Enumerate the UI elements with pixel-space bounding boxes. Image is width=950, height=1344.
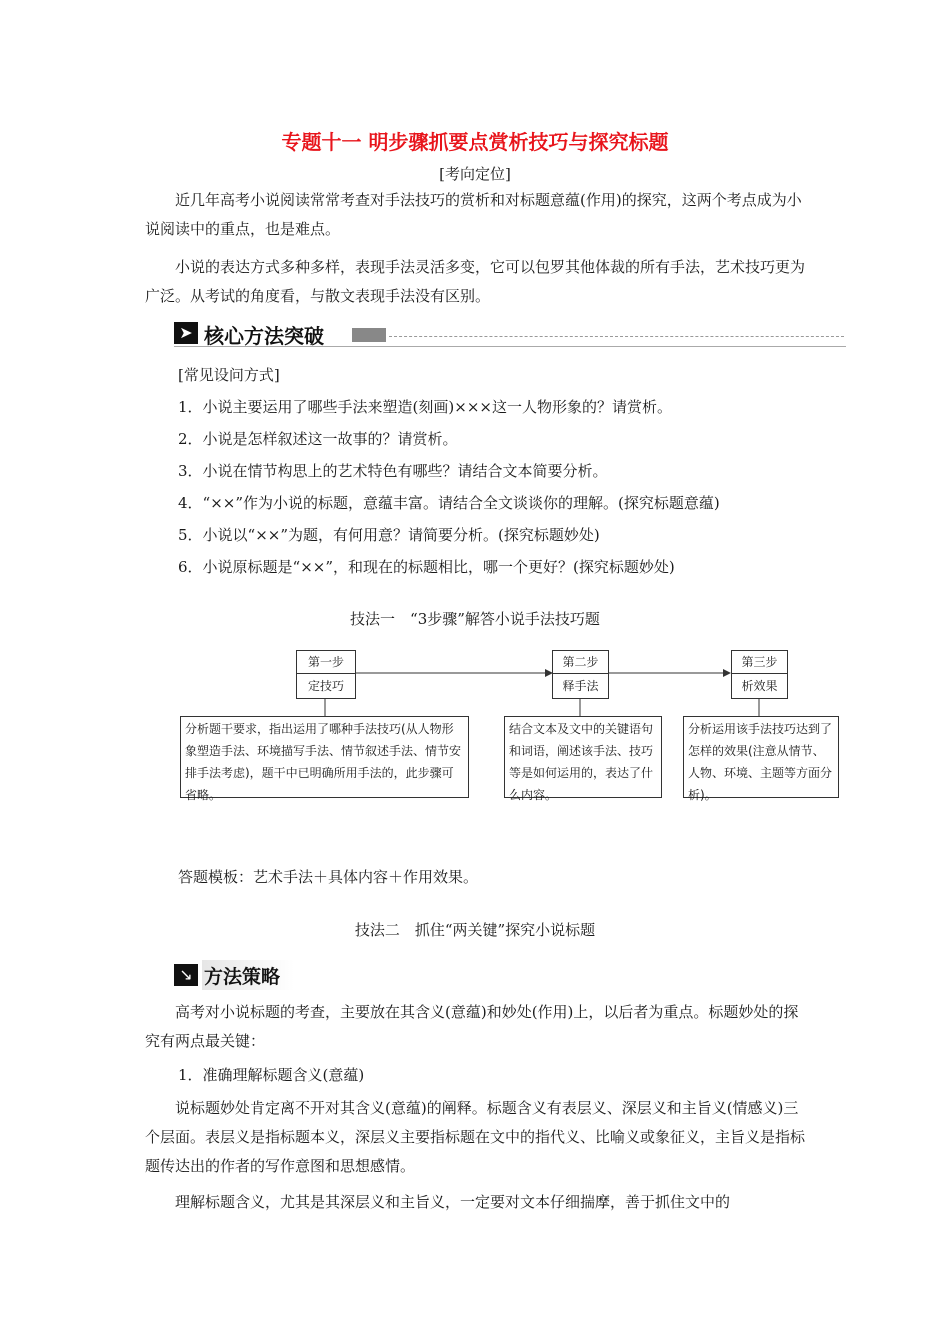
step-box-3 xyxy=(731,650,788,699)
step-number: 第一步 xyxy=(297,651,355,674)
section-orientation: [考向定位] xyxy=(439,165,511,183)
arrow-right-icon: ➤ xyxy=(174,322,198,344)
step-name: 释手法 xyxy=(562,679,599,693)
question-item: 5．小说以“××”为题，有何用意？请简要分析。(探究标题妙处) xyxy=(178,526,600,544)
strategy-paragraph-1: 高考对小说标题的考查，主要放在其含义(意蕴)和妙处(作用)上，以后者为重点。标题妙处的探究有两点最关键： xyxy=(145,1003,799,1050)
answer-template: 答题模板：艺术手法＋具体内容＋作用效果。 xyxy=(178,868,479,886)
step-box-1 xyxy=(296,650,356,699)
page-title: 专题十一 明步骤抓要点赏析技巧与探究标题 xyxy=(281,130,669,154)
question-heading: [常见设问方式] xyxy=(178,366,280,384)
strategy-paragraph-2: 说标题妙处肯定离不开对其含义(意蕴)的阐释。标题含义有表层义、深层义和主旨义(情感义)三个层面。表层义是指标题本义，深层义主要指标题在文中的指代义、比喻义或象征义，主旨义是指标题传达出的作者的写作意图和思想感情。 xyxy=(145,1099,806,1175)
strategy-paragraph-3: 理解标题含义，尤其是其深层义和主旨义，一定要对文本仔细揣摩，善于抓住文中的 xyxy=(175,1193,731,1211)
question-item: 4．“××”作为小说的标题，意蕴丰富。请结合全文谈谈你的理解。(探究标题意蕴) xyxy=(178,494,720,512)
method-two-title: 技法二 抓住“两关键”探究小说标题 xyxy=(354,921,596,939)
banner-label: 方法策略 xyxy=(204,966,281,988)
intro-paragraph-1: 近几年高考小说阅读常常考查对手法技巧的赏析和对标题意蕴(作用)的探究，这两个考点成为小说阅读中的重点，也是难点。 xyxy=(145,191,802,238)
question-item: 3．小说在情节构思上的艺术特色有哪些？请结合文本简要分析。 xyxy=(178,462,608,480)
step-number: 第三步 xyxy=(732,651,787,674)
step-description-2: 结合文本及文中的关键语句和词语，阐述该手法、技巧等是如何运用的，表达了什么内容。 xyxy=(504,716,662,798)
question-item: 1．小说主要运用了哪些手法来塑造(刻画)×××这一人物形象的？请赏析。 xyxy=(178,398,672,416)
strategy-banner xyxy=(174,960,294,990)
method-one-title: 技法一 “3步骤”解答小说手法技巧题 xyxy=(350,610,600,628)
step-box-2 xyxy=(552,650,609,699)
step-number: 第二步 xyxy=(553,651,608,674)
question-item: 6．小说原标题是“××”，和现在的标题相比，哪一个更好？(探究标题妙处) xyxy=(178,558,675,576)
step-name: 析效果 xyxy=(741,679,778,693)
point-heading: 1．准确理解标题含义(意蕴) xyxy=(178,1066,365,1084)
question-item: 2．小说是怎样叙述这一故事的？请赏析。 xyxy=(178,430,458,448)
arrow-down-right-icon: ↘ xyxy=(174,964,198,986)
step-description-3: 分析运用该手法技巧达到了怎样的效果(注意从情节、人物、环境、主题等方面分析)。 xyxy=(683,716,839,798)
step-name: 定技巧 xyxy=(307,679,344,693)
intro-paragraph-2: 小说的表达方式多种多样，表现手法灵活多变，它可以包罗其他体裁的所有手法，艺术技巧更为广泛。从考试的角度看，与散文表现手法没有区别。 xyxy=(145,258,806,305)
step-description-1: 分析题干要求，指出运用了哪种手法技巧(从人物形象塑造手法、环境描写手法、情节叙述手法、情节安排手法考虑)，题干中已明确所用手法的，此步骤可省略。 xyxy=(180,716,469,798)
banner-label: 核心方法突破 xyxy=(204,324,324,348)
